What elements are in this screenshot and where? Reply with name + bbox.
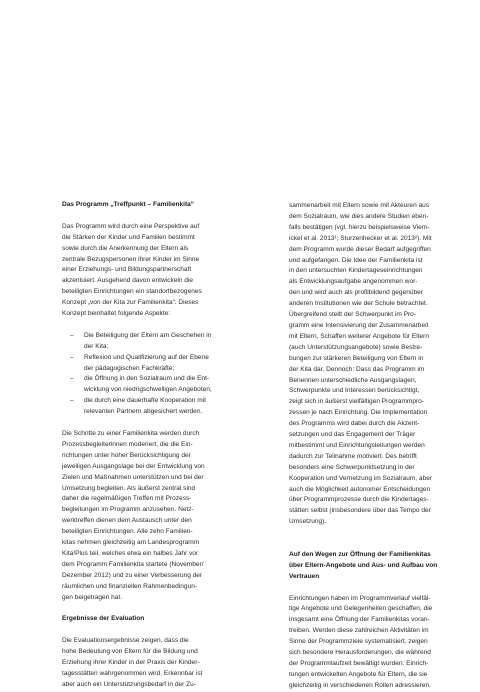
right-column: [289, 201, 464, 692]
dash-bullet-icon: –: [70, 353, 74, 361]
offers-paragraph: Einrichtungen haben im Programmverlauf vielfäl- tige Angebote und Gelegenheiten geschaffen, die insgesamt eine Öffnung der Familienkitas voran- treiben. Werden diese zahlreichen Aktivitäten im Sinne der Programmziele systematisiert, zeigen sich besondere Herausforderungen, die während der Programmlaufzeit bewältigt wurden: Einrich- tungen entwickelten Angebote für Eltern, die sie gleichzeitig in verschiedenen Rollen adressieren.: [289, 594, 433, 689]
list-item: – die durch eine dauerhafte Kooperation mit relevanten Partnern abgesichert werden.: [70, 397, 206, 416]
process-paragraph: Die Schritte zu einer Familienkita werden durch Prozessbegleiterinnen moderiert, die die Ein- richtungen unter hoher Berücksichtigung der jeweiligen Ausgangslage bei der Entwicklung von Zielen und Maßnahmen unterstützen und bei der Umsetzung begleiten. Als äußerst zentral sind daher die regelmäßigen Treffen mit Prozess- begleitungen im Programm anzusehen. Netz- werktreffen dienen dem Austausch unter den beteiligten Einrichtungen. Alle zehn Familien- kitas nehmen gleichzeitig am Landesprogramm Kita!Plus teil, welches etwa ein halbes Jahr vor dem Programm Familienkita startete (November/ Dezember 2012) und zu einer Verbesserung der räumlichen und finanziellen Rahmenbedingun- gen beigetragen hat.: [62, 429, 205, 601]
section-heading-opening: Auf den Wegen zur Öffnung der Familienkitas über Eltern-Angebote und Aus- und Aufbau von Vertrauen: [289, 550, 438, 580]
aspect-list: [62, 331, 236, 418]
left-column: [62, 200, 236, 691]
dash-bullet-icon: –: [70, 331, 74, 339]
dash-bullet-icon: –: [70, 397, 74, 405]
continuation-paragraph: sammenarbeit mit Eltern sowie mit Akteuren aus dem Sozialraum, wie dies andere Studien eben- falls bestätigen (vgl. hierzu beispielsweise Viern- ickel et al. 2013¹; Sturzenhecker et al. 2013²). Mit dem Programm wurde dieser Bedarf aufgegriffen und aufgefangen. Die Idee der Familienkita ist in den untersuchten Kindertageseinrichtungen als Entwicklungsaufgabe angenommen wor- den und wird auch als profilbildend gegenüber anderen Institutionen wie der Schule betrachtet. Übergreifend stellt der Schwerpunkt im Pro- gramm eine Intensivierung der Zusammenarbeit mit Eltern, Schaffen weiterer Angebote für Eltern (auch Unterstützungsangebote) sowie Bestre- bungen zur stärkeren Beteiligung von Eltern in der Kita dar. Dennoch: Dass das Programm im Benennen unterschiedliche Ausgangslagen, Schwerpunkte und Interessen berücksichtigt, zeigt sich in äußerst vielfältigen Programmpro- zessen je nach Einrichtung. Die Implementation des Programms wird dabei durch die Akzent- setzungen und das Engagement der Träger mitbestimmt und Einrichtungsleitungen werden dadurch zur Teilnahme motiviert. Des betrifft besonders eine Schwerpunktsetzung in der Kooperation und Vernetzung im Sozialraum, aber auch die Möglichkeit autonomer Entscheidungen über Programmprozesse durch die Kindertages- stätten selbst (insbesondere über das Tempo der Umsetzung).: [289, 202, 433, 526]
list-item: – Reflexion und Qualifizierung auf der Ebene der pädagogischen Fachkräfte;: [70, 353, 209, 372]
list-item: – die Öffnung in den Sozialraum und die Ent- wicklung von niedrigschwelligen Angeboten,: [70, 375, 212, 394]
intro-paragraph: Das Programm wird durch eine Perspektive auf die Stärken der Kinder und Familien bestimmt sowie durch die Anerkennung der Eltern als zentrale Bezugspersonen ihrer Kinder im Sinne einer Erziehungs- und Bildungspartnerschaft akzentuiert. Ausgehend davon entwickeln die beteiligten Einrichtungen ein standortbezogenes Konzept „von der Kita zur Familienkita“. Dieses Konzept beinhaltet folgende Aspekte:: [62, 222, 202, 318]
evaluation-paragraph: Die Evaluationsergebnisse zeigen, dass die hohe Bedeutung von Eltern für die Bildung und Erziehung ihrer Kinder in der Praxis der Kinder- tagesstätten wahrgenommen wird. Erkennbar ist aber auch ein Unterstützungsbedarf in der Zu-: [62, 637, 203, 688]
list-item: – Die Beteiligung der Eltern am Geschehen in der Kita;: [70, 331, 212, 350]
dash-bullet-icon: –: [70, 375, 74, 383]
section-heading-program: Das Programm „Treffpunkt – Familienkita“: [62, 201, 195, 208]
section-heading-evaluation: Ergebnisse der Evaluation: [62, 615, 145, 623]
